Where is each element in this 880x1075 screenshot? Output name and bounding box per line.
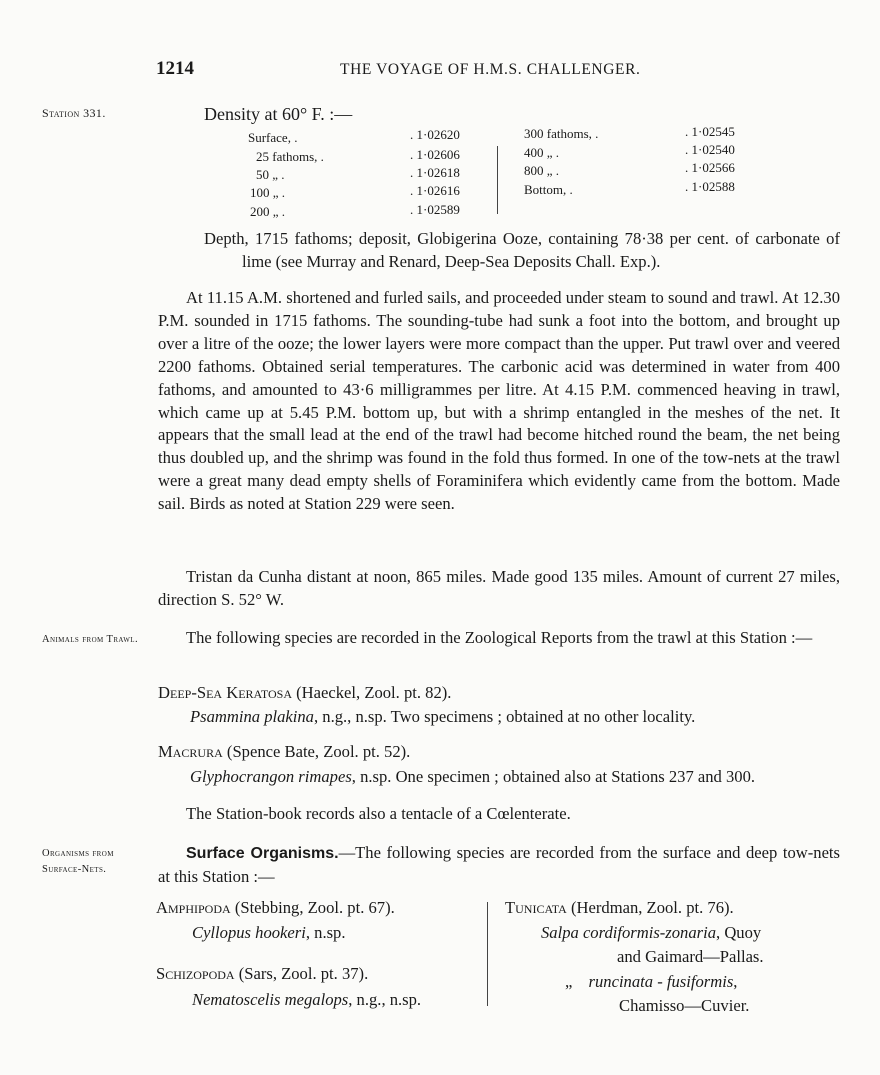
density-label: 100 „ . [250,185,286,200]
keratosa-note: , n.g., n.sp. Two specimens ; obtained at no other locality. [313,707,696,726]
animals-label: Animals from Trawl. [42,634,139,645]
amphipoda-note: , n.sp. [305,923,346,942]
density-value: . 1·02589 [410,202,460,217]
distance-paragraph [158,566,840,612]
keratosa-entry [190,707,695,727]
amphipoda-ref: (Stebbing, Zool. pt. 67). [230,898,395,917]
keratosa-species: Psammina plakina [190,707,314,726]
keratosa-heading [158,683,451,703]
tunicata-group: Tunicata [505,898,567,917]
density-value: . 1·02540 [685,142,735,157]
amphipoda-heading [156,898,395,918]
macrura-entry [190,767,755,787]
density-value: . 1·02618 [410,165,460,180]
column-rule [487,902,488,1006]
density-label: Surface, . [248,130,298,145]
runcinata-species: runcinata - fusiformis [588,972,734,991]
runcinata-comma: , [733,972,738,991]
density-value: . 1·02566 [685,160,735,175]
macrura-species: Glyphocrangon rimapes [190,767,352,786]
runcinata-author: Chamisso—Cuvier. [619,996,750,1015]
schizopoda-heading [156,964,368,984]
runcinata-entry [565,972,737,992]
keratosa-ref: (Haeckel, Zool. pt. 82). [292,683,452,702]
salpa-entry [541,923,761,943]
animals-intro: The following species are recorded in the Zoological Reports from the trawl at this Station :— [186,628,813,647]
schizopoda-entry [192,990,421,1010]
schizopoda-species: Nematoscelis megalops [192,990,349,1009]
schizopoda-ref: (Sars, Zool. pt. 37). [234,964,369,983]
distance-text: Tristan da Cunha distant at noon, 865 miles. Made good 135 miles. Amount of current 27 miles, direction S. 52° W. [158,567,840,609]
density-value: . 1·02588 [685,179,735,194]
macrura-heading [158,742,410,762]
density-label: 25 fathoms, . [256,149,324,164]
narrative-text: At 11.15 A.M. shortened and furled sails, and proceeded under steam to sound and trawl. At 12.30 P.M. sounded in 1715 fathoms. The sounding-tube had sunk a foot into the bottom, and brought up over a litre of the ooze; the lower layers were more compact than the upper. Put trawl over and veered 2200 fathoms. Obtained serial temperatures. The carbonic acid was determined in water from 400 fathoms, and amounted to 43·6 milligrammes per litre. At 4.15 P.M. commenced heaving in trawl, which came up at 5.45 P.M. bottom up, but with a shrimp entangled in the meshes of the net. It appears that the small lead at the end of the trawl had become hitched round the beam, the net being thus doubled up, and the shrimp was found in the fold thus formed. In one of the tow-nets at the trawl were a great many dead empty shells of Foraminifera which evidently came from the bottom. Made sail. Birds as noted at Station 229 were seen. [158,288,840,514]
running-title: THE VOYAGE OF H.M.S. CHALLENGER. [340,61,641,78]
amphipoda-group: Amphipoda [156,898,231,917]
density-label: 300 fathoms, . [524,126,599,141]
tunicata-heading [505,898,734,918]
macrura-note: , n.sp. One specimen ; obtained also at Stations 237 and 300. [351,767,756,786]
density-value: . 1·02616 [410,183,460,198]
tunicata-ref: (Herdman, Zool. pt. 76). [566,898,734,917]
density-label: 200 „ . [250,204,286,219]
surface-label: Organisms from Surface-Nets. [42,848,114,875]
density-value: . 1·02606 [410,147,460,162]
station-book-note: The Station-book records also a tentacle of a Cœlenterate. [186,804,571,823]
page-number: 1214 [156,58,194,79]
density-label: Bottom, . [524,182,573,197]
salpa-species: Salpa cordiformis-zonaria [541,923,717,942]
schizopoda-group: Schizopoda [156,964,235,983]
salpa-author-cont: and Gaimard—Pallas. [617,947,764,966]
macrura-ref: (Spence Bate, Zool. pt. 52). [222,742,411,761]
amphipoda-species: Cyllopus hookeri [192,923,306,942]
density-value: . 1·02545 [685,124,735,139]
salpa-author: , Quoy [716,923,762,942]
column-rule [497,146,498,214]
density-label: 800 „ . [524,163,560,178]
density-value: . 1·02620 [410,127,460,142]
amphipoda-entry [192,923,346,943]
surface-intro-paragraph [158,842,840,889]
surface-intro: —The following species are recorded from the surface and deep tow-nets at this Station :— [158,843,841,886]
surface-heading: Surface Organisms. [186,845,339,862]
density-label: 50 „ . [256,167,285,182]
schizopoda-note: , n.g., n.sp. [348,990,422,1009]
density-label: 400 „ . [524,145,560,160]
station-label: Station 331. [42,106,106,120]
depth-paragraph: Depth, 1715 fathoms; deposit, Globigerina Ooze, containing 78·38 per cent. of carbonate of lime (see Murray and Renard, Deep-Sea Deposits Chall. Exp.). [204,229,840,271]
narrative-paragraph [158,287,840,516]
density-title: Density at 60° F. :— [204,104,353,124]
animals-intro-paragraph [158,627,840,650]
keratosa-group: Deep-Sea Keratosa [158,683,292,702]
ditto-mark: „ [565,972,573,991]
macrura-group: Macrura [158,742,223,761]
